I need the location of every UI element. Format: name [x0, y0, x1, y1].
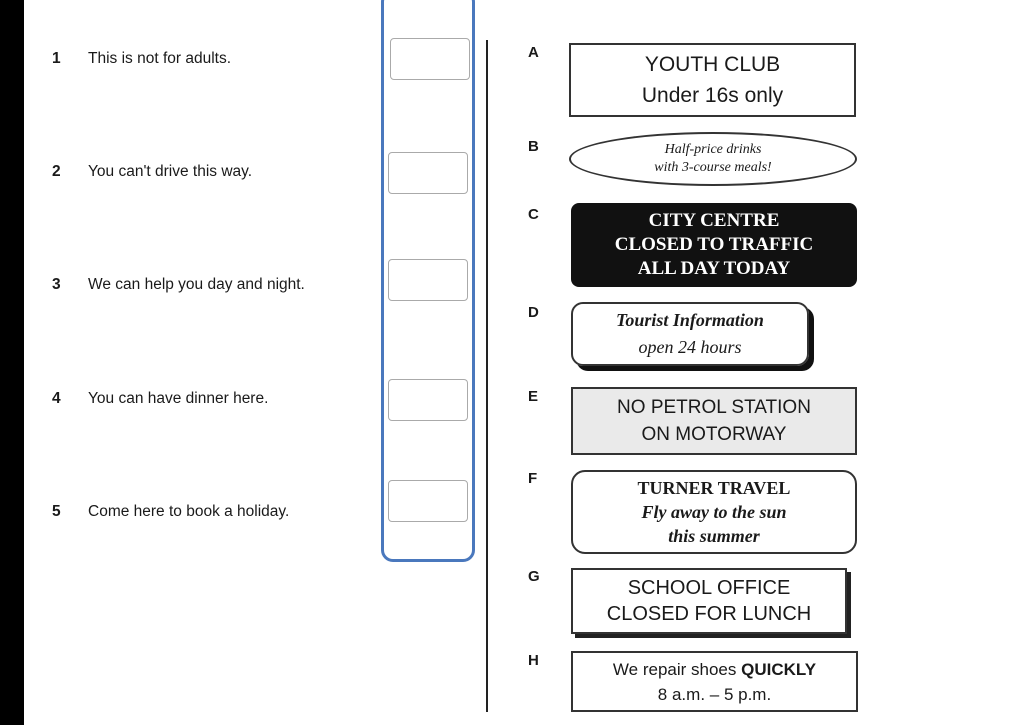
answer-box-2[interactable]: [388, 152, 468, 194]
sign-line: SCHOOL OFFICE: [627, 577, 791, 599]
option-letter-a: A: [528, 44, 539, 61]
question-number: 3: [52, 276, 61, 293]
question-1: [52, 50, 231, 68]
sign-line: TURNER TRAVEL: [637, 478, 791, 498]
question-text: We can help you day and night.: [88, 276, 305, 293]
sign-line: ALL DAY TODAY: [637, 258, 791, 279]
option-letter-c: C: [528, 206, 539, 223]
sign-line: CLOSED TO TRAFFIC: [614, 234, 814, 255]
question-4: [52, 390, 268, 408]
answer-box-1[interactable]: [390, 38, 470, 80]
sign-line: CLOSED FOR LUNCH: [606, 603, 812, 625]
question-number: 5: [52, 503, 61, 520]
sign-city-centre-closed: [571, 203, 857, 287]
sign-half-price-drinks: [569, 132, 857, 186]
answer-box-3[interactable]: [388, 259, 468, 301]
sign-turner-travel: [571, 470, 857, 554]
question-number: 1: [52, 50, 61, 67]
option-letter-d: D: [528, 304, 539, 321]
sign-text-bold: QUICKLY: [741, 659, 817, 679]
answer-box-5[interactable]: [388, 480, 468, 522]
sign-line-1: [613, 657, 816, 682]
question-3: [52, 276, 305, 294]
question-text: Come here to book a holiday.: [88, 503, 290, 520]
sign-shoe-repair: [571, 651, 858, 712]
sign-line: this summer: [668, 526, 760, 546]
sign-line: Fly away to the sun: [641, 502, 787, 522]
sign-no-petrol-station: [571, 387, 857, 455]
answer-box-4[interactable]: [388, 379, 468, 421]
option-letter-b: B: [528, 138, 539, 155]
sign-text: We repair shoes: [612, 659, 742, 679]
sign-line: CITY CENTRE: [648, 210, 780, 231]
sign-line: Under 16s only: [641, 84, 784, 107]
sign-line: ON MOTORWAY: [641, 424, 787, 445]
sign-line: Half-price drinks: [664, 142, 762, 157]
left-black-edge: [0, 0, 24, 725]
sign-line: NO PETROL STATION: [617, 397, 811, 418]
question-number: 2: [52, 163, 61, 180]
sign-tourist-information: [571, 302, 809, 366]
option-letter-g: G: [528, 568, 540, 585]
sign-line: Tourist Information: [616, 310, 764, 330]
sign-school-office: [571, 568, 847, 634]
sign-youth-club: [569, 43, 856, 117]
question-2: [52, 163, 252, 181]
question-text: This is not for adults.: [88, 50, 232, 67]
question-number: 4: [52, 390, 61, 407]
question-5: [52, 503, 289, 521]
sign-line: 8 a.m. – 5 p.m.: [657, 684, 772, 704]
column-divider: [486, 40, 488, 712]
option-letter-e: E: [528, 388, 539, 405]
sign-line: with 3-course meals!: [654, 160, 772, 175]
option-letter-h: H: [528, 652, 539, 669]
sign-line: YOUTH CLUB: [644, 53, 781, 76]
question-text: You can have dinner here.: [88, 390, 269, 407]
question-text: You can't drive this way.: [88, 163, 253, 180]
sign-line: open 24 hours: [638, 337, 742, 357]
option-letter-f: F: [528, 470, 538, 487]
